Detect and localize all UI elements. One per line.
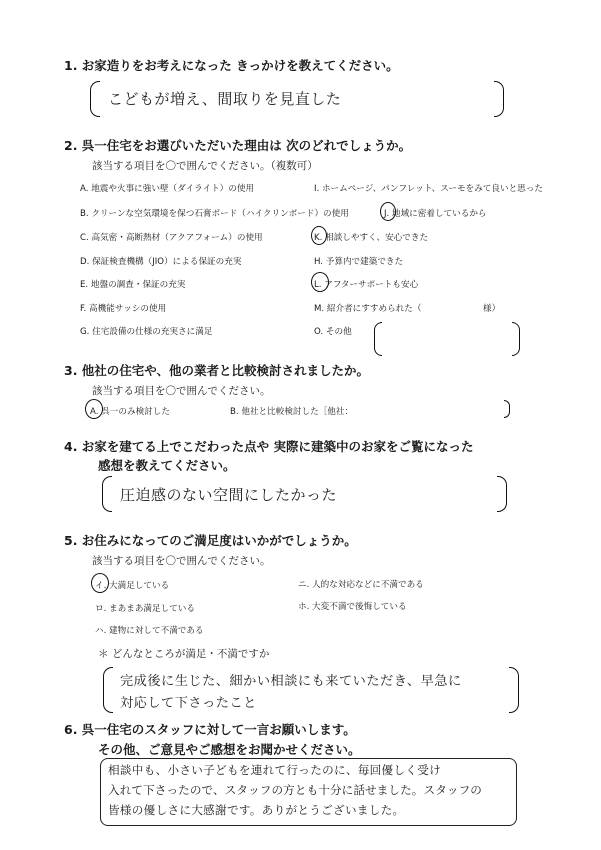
option-m: M. 紹介者にすすめられた（ xyxy=(314,304,422,314)
option-b: B. クリーンな空気環境を保つ石膏ボード（ハイクリンボード）の使用 xyxy=(80,209,349,219)
question-3-title: 3. 他社の住宅や、他の業者と比較検討されましたか。 xyxy=(64,363,370,378)
option-m-suffix: 様） xyxy=(483,304,501,314)
question-2-title: 2. 呉一住宅をお選びいただいた理由は 次のどれでしょうか。 xyxy=(64,138,412,153)
selection-circle-a xyxy=(85,399,103,419)
selection-circle-l xyxy=(311,272,329,292)
option-f: F. 高機能サッシの使用 xyxy=(80,304,167,314)
option-a: A. 呉一のみ検討した xyxy=(90,407,170,417)
right-bracket xyxy=(497,476,507,512)
option-b: B. 他社と比較検討した［他社： xyxy=(230,407,354,417)
option-i: イ. 大満足している xyxy=(95,581,170,591)
answer-6-line3: 皆様の優しさに大感謝です。ありがとうございました。 xyxy=(108,803,405,817)
option-ro: ロ. まあまあ満足している xyxy=(95,604,195,614)
right-bracket xyxy=(504,400,510,418)
option-j: J. 地域に密着しているから xyxy=(384,209,487,219)
option-e: E. 地盤の調査・保証の充実 xyxy=(80,280,186,290)
answer-4: 圧迫感のない空間にしたかった xyxy=(120,486,338,504)
left-bracket xyxy=(90,81,100,117)
answer-6-line2: 入れて下さったので、スタッフの方とも十分に話せました。スタッフの xyxy=(108,783,482,797)
option-g: G. 住宅設備の仕様の充実さに満足 xyxy=(80,327,213,337)
right-bracket xyxy=(509,667,519,713)
option-c: C. 高気密・高断熱材（アクアフォーム）の使用 xyxy=(80,233,263,243)
answer-5-line2: 対応して下さったこと xyxy=(120,696,257,711)
right-bracket xyxy=(512,322,520,356)
option-k: K. 相談しやすく、安心できた xyxy=(314,233,429,243)
sub-question: ＊ どんなところが満足・不満ですか xyxy=(98,648,270,660)
option-ha: ハ. 建物に対して不満である xyxy=(95,626,204,636)
option-ni: ニ. 人的な対応などに不満である xyxy=(298,580,424,590)
selection-circle-k xyxy=(311,226,327,245)
option-i: I. ホームページ、パンフレット、スーモをみて良いと思った xyxy=(314,184,543,194)
answer-5-line1: 完成後に生じた、細かい相談にも来ていただき、早急に xyxy=(120,674,462,689)
question-6-title-line1: 6. 呉一住宅のスタッフに対して一言お願いします。 xyxy=(64,722,356,737)
selection-circle-i xyxy=(91,573,109,593)
left-bracket xyxy=(103,667,113,713)
option-d: D. 保証検査機構（JIO）による保証の充実 xyxy=(80,257,242,267)
option-o: O. その他 xyxy=(314,327,352,337)
option-l: L. アフターサポートも安心 xyxy=(314,280,419,290)
right-bracket xyxy=(494,81,504,117)
question-2-instruction: 該当する項目を〇で囲んでください。（複数可） xyxy=(92,160,318,172)
question-5-title: 5. お住みになってのご満足度はいかがでしょうか。 xyxy=(64,533,357,548)
question-1-title: 1. お家造りをお考えになった きっかけを教えてください。 xyxy=(64,58,399,73)
selection-circle-j xyxy=(380,202,396,221)
question-6-title-line2: その他、ご意見やご感想をお聞かせください。 xyxy=(98,742,361,757)
left-bracket xyxy=(374,322,382,356)
left-bracket xyxy=(102,476,112,512)
answer-1: こどもが増え、間取りを見直した xyxy=(108,90,342,108)
option-a: A. 地震や火事に強い壁（ダイライト）の使用 xyxy=(80,184,255,194)
option-h: H. 予算内で建築できた xyxy=(314,257,404,267)
question-5-instruction: 該当する項目を〇で囲んでください。 xyxy=(92,555,271,567)
question-3-instruction: 該当する項目を〇で囲んでください。 xyxy=(92,385,271,397)
question-4-title-line1: 4. お家を建てる上でこだわった点や 実際に建築中のお家をご覧になった xyxy=(64,439,474,454)
question-4-title-line2: 感想を教えてください。 xyxy=(98,458,236,473)
option-ho: ホ. 大変不満で後悔している xyxy=(298,602,407,612)
answer-6-line1: 相談中も、小さい子どもを連れて行ったのに、毎回優しく受け xyxy=(108,763,442,777)
